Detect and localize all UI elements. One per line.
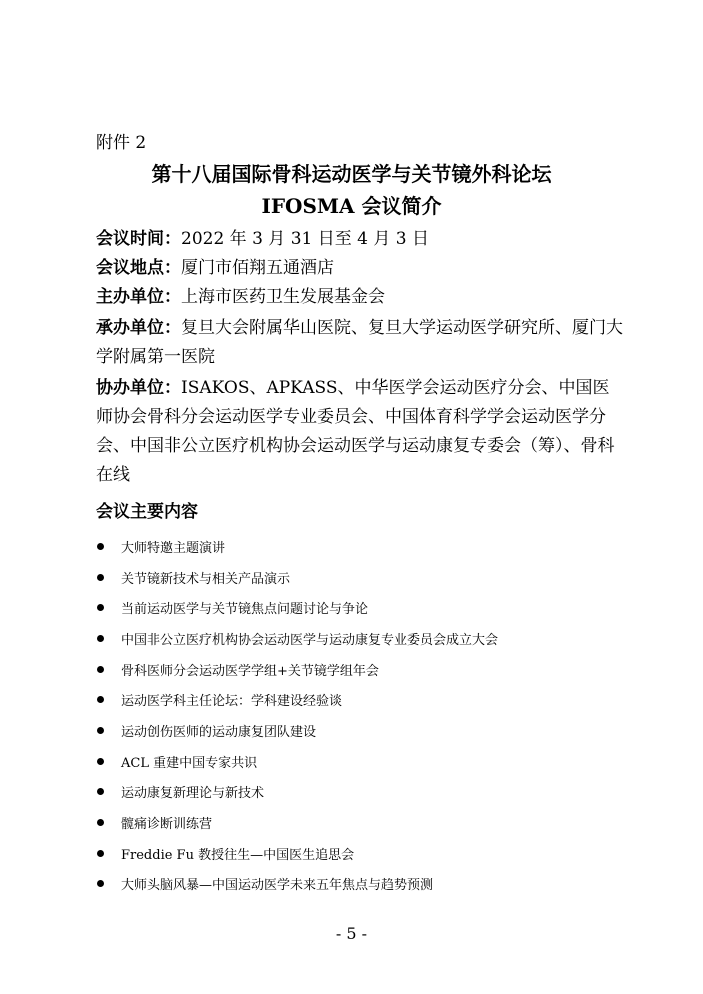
agenda-item-text: ACL 重建中国专家共识	[121, 755, 258, 771]
agenda-item	[96, 531, 626, 562]
bullet-icon	[97, 696, 104, 703]
info-host-label: 主办单位：	[96, 287, 181, 307]
agenda-item-text: 运动康复新理论与新技术	[121, 786, 265, 802]
bullet-icon	[97, 543, 104, 550]
bullet-icon	[97, 666, 104, 673]
info-time-value: 2022 年 3 月 31 日至 4 月 3 日	[181, 229, 429, 249]
bullet-icon	[97, 604, 104, 611]
bullet-icon	[97, 788, 104, 795]
agenda-item	[96, 684, 626, 715]
agenda-item-text: 大师头脑风暴—中国运动医学未来五年焦点与趋势预测	[121, 878, 434, 894]
agenda-item-text: 关节镜新技术与相关产品演示	[121, 571, 291, 587]
bullet-icon	[97, 727, 104, 734]
info-host	[96, 283, 626, 312]
agenda-item	[96, 654, 626, 685]
agenda-item-text: 当前运动医学与关节镜焦点问题讨论与争论	[121, 602, 369, 618]
agenda-item	[96, 592, 626, 623]
info-organizer-value: 复旦大会附属华山医院、复旦大学运动医学研究所、厦门大学附属第一医院	[96, 318, 623, 367]
info-co-organizer-label: 协办单位：	[96, 378, 181, 398]
agenda-item	[96, 623, 626, 654]
annex-label: 附件 2	[96, 133, 147, 153]
agenda-item	[96, 715, 626, 746]
agenda-item-text: 运动创伤医师的运动康复团队建设	[121, 724, 317, 740]
agenda-item	[96, 807, 626, 838]
info-co-organizer-value: ISAKOS、APKASS、中华医学会运动医疗分会、中国医师协会骨科分会运动医学专业委员会、中国体育科学学会运动医学分会、中国非公立医疗机构协会运动医学与运动康复专委会（筹）、骨科在线	[96, 378, 615, 485]
agenda-item	[96, 838, 626, 869]
info-organizer-label: 承办单位：	[96, 318, 181, 338]
info-co-organizer	[96, 374, 626, 490]
bullet-icon	[97, 819, 104, 826]
bullet-icon	[97, 880, 104, 887]
info-time-label: 会议时间：	[96, 229, 181, 249]
bullet-icon	[97, 574, 104, 581]
info-venue-label: 会议地点：	[96, 258, 181, 278]
agenda-item	[96, 777, 626, 808]
agenda-item-text: Freddie Fu 教授往生—中国医生追思会	[121, 847, 355, 863]
section-heading: 会议主要内容	[96, 502, 198, 522]
agenda-item	[96, 869, 626, 900]
info-venue-value: 厦门市佰翔五通酒店	[181, 258, 334, 278]
agenda-item	[96, 562, 626, 593]
info-organizer	[96, 314, 626, 372]
agenda-item-text: 运动医学科主任论坛：学科建设经验谈	[121, 694, 343, 710]
document-subtitle: IFOSMA 会议简介	[261, 194, 442, 218]
page-number: - 5 -	[335, 924, 368, 943]
bullet-icon	[97, 758, 104, 765]
agenda-item-text: 大师特邀主题演讲	[121, 540, 226, 556]
agenda-item-text: 髋痛诊断训练营	[121, 817, 213, 833]
agenda-list	[96, 531, 626, 899]
bullet-icon	[97, 850, 104, 857]
agenda-item	[96, 746, 626, 777]
agenda-item-text: 中国非公立医疗机构协会运动医学与运动康复专业委员会成立大会	[121, 632, 499, 648]
info-host-value: 上海市医药卫生发展基金会	[181, 287, 385, 307]
agenda-item-text: 骨科医师分会运动医学学组+关节镜学组年会	[121, 663, 379, 679]
bullet-icon	[97, 635, 104, 642]
info-venue	[96, 254, 626, 283]
info-time	[96, 225, 626, 254]
document-title: 第十八届国际骨科运动医学与关节镜外科论坛	[151, 162, 552, 186]
